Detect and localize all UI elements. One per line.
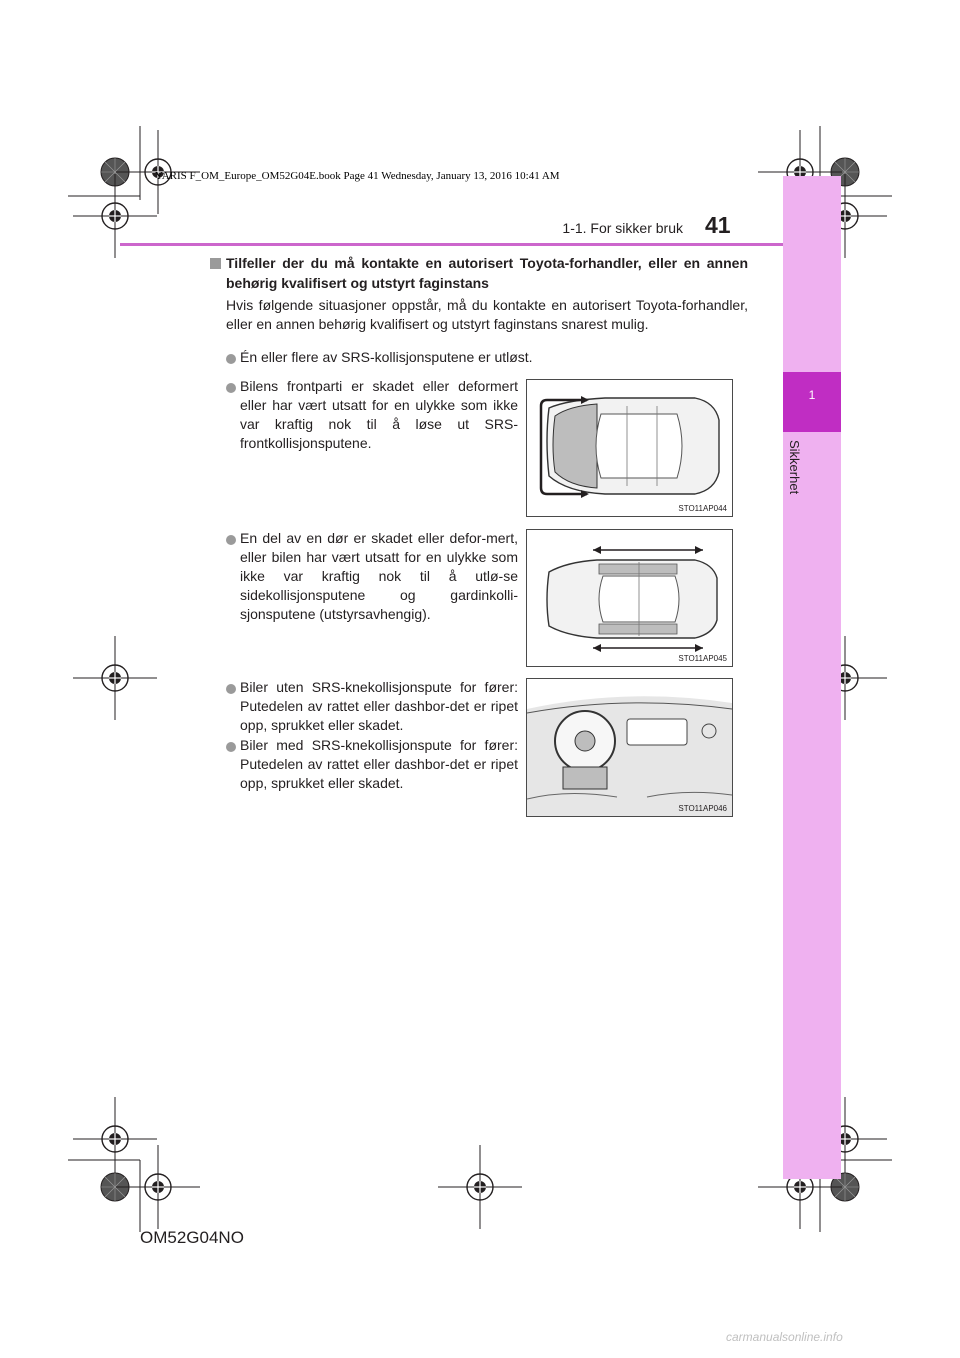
book-info: YARIS F_OM_Europe_OM52G04E.book Page 41 Wednesday, January 13, 2016 10:41 AM: [155, 170, 560, 182]
figure-side-damage: [526, 529, 733, 667]
figure-dashboard: [526, 678, 733, 817]
chapter-tab-strip: [783, 176, 841, 1179]
bullet-dot-icon: [226, 742, 236, 752]
chapter-name-container: [787, 440, 803, 560]
figure-code: STO11AP046: [678, 804, 727, 813]
bullet-dot-icon: [226, 354, 236, 364]
car-side-damage-illustration-icon: [527, 530, 732, 666]
bullet-text: Biler med SRS-knekollisjonspute for fører: Putedelen av rattet eller dashbor-det er ripet opp, sprukket eller skadet.: [240, 737, 518, 791]
chapter-number: 1: [808, 388, 816, 402]
figure-front-damage: [526, 379, 733, 517]
site-watermark: carmanualsonline.info: [726, 1330, 843, 1344]
heading-square-icon: [210, 258, 221, 269]
section-title: 1-1. For sikker bruk: [562, 220, 683, 236]
bullet-text: Bilens frontparti er skadet eller deformert eller har vært utsatt for en ulykke som ikke var kraftig nok til å løse ut SRS-frontkollisjonsputene.: [240, 378, 518, 451]
bullet-text: Én eller flere av SRS-kollisjonsputene er utløst.: [240, 349, 533, 365]
page-number: 41: [705, 212, 731, 238]
figure-code: STO11AP044: [678, 504, 727, 513]
bullet-text: Biler uten SRS-knekollisjonspute for fører: Putedelen av rattet eller dashbor-det er ripet opp, sprukket eller skadet.: [240, 679, 518, 733]
bullet-dot-icon: [226, 535, 236, 545]
bullet-dot-icon: [226, 383, 236, 393]
chapter-name: Sikkerhet: [787, 440, 802, 495]
intro-paragraph: Hvis følgende situasjoner oppstår, må du kontakte en autorisert Toyota-forhandler, eller en annen behørig kvalifisert og utstyrt faginstans snarest mulig.: [226, 297, 748, 332]
bullet-text: En del av en dør er skadet eller defor-mert, eller bilen har vært utsatt for en ulykke som ikke var kraftig nok til å utlø-se sidekollisjonsputene og gardinkolli-sjonsputene (utstyrsavhengig).: [240, 530, 518, 622]
car-front-damage-illustration-icon: [527, 380, 732, 516]
manual-code: OM52G04NO: [140, 1228, 244, 1247]
header-rule: [120, 243, 783, 246]
figure-code: STO11AP045: [678, 654, 727, 663]
section-heading: Tilfeller der du må kontakte en autorisert Toyota-forhandler, eller en annen behørig kvalifisert og utstyrt faginstans: [226, 255, 748, 291]
bullet-dot-icon: [226, 684, 236, 694]
chapter-number-box: [783, 372, 841, 432]
dashboard-knee-airbag-illustration-icon: [527, 679, 732, 816]
